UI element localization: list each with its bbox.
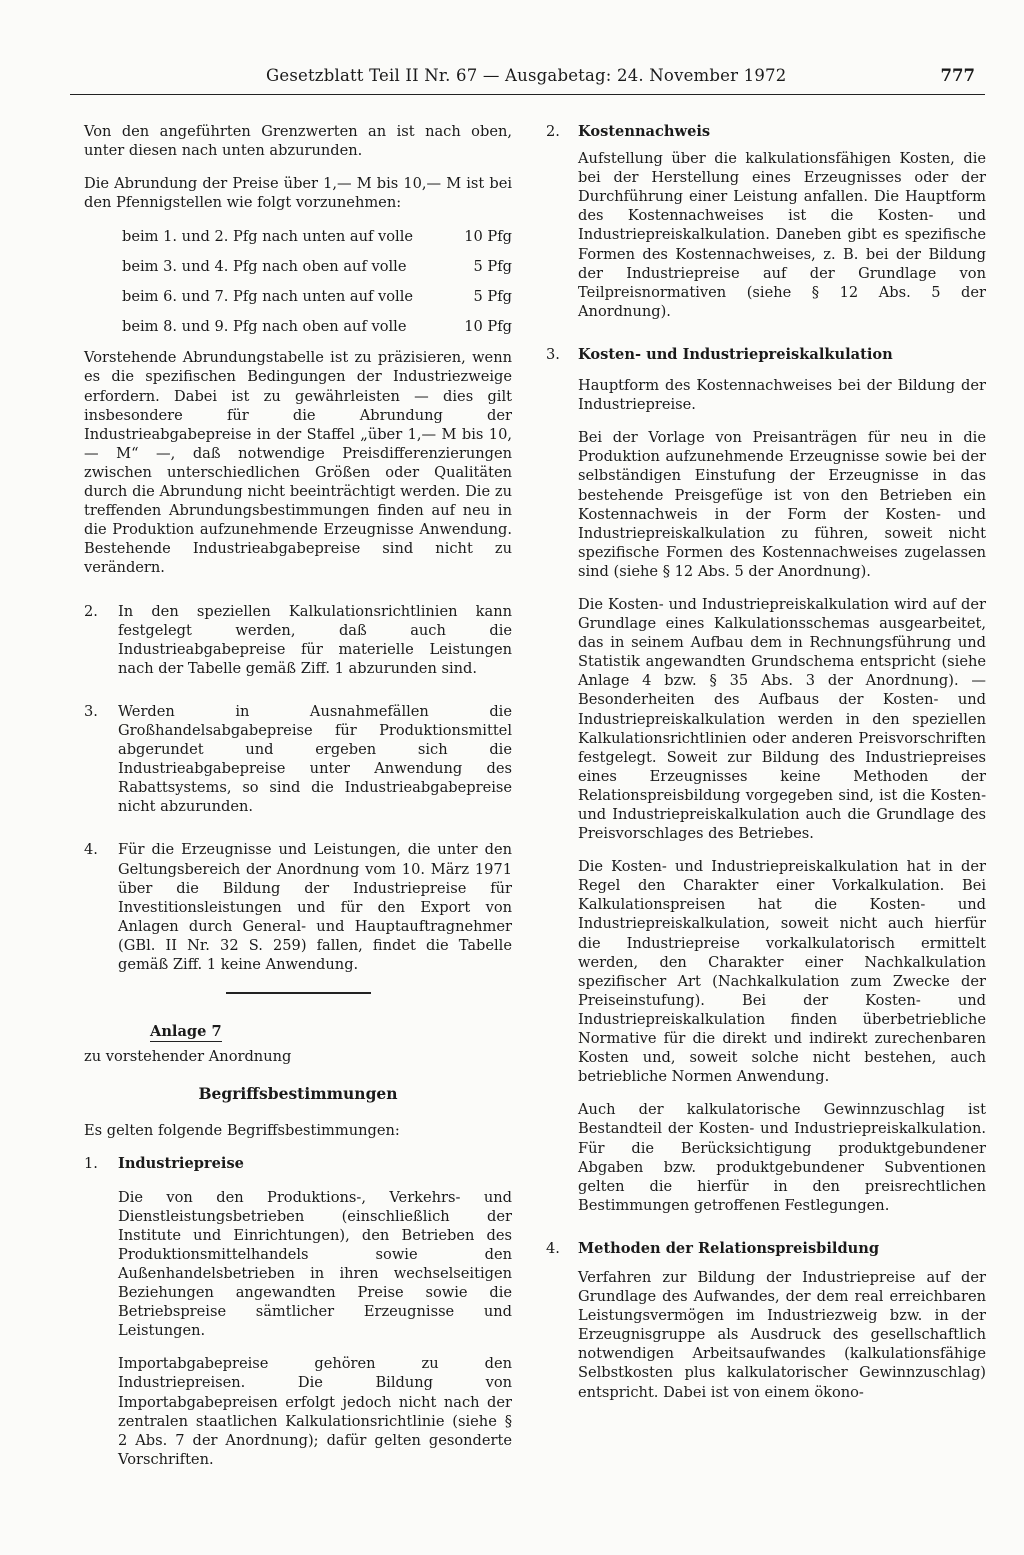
paragraph: Bei der Vorlage von Preisanträgen für neu in die Produktion aufzunehmende Erzeugnisse sowie bei der selbständigen Einstufung der Erzeugnisse in das bestehende Preisgefüge ist von den Betrieben ein Kostennachweis in der Form der Kosten- und Industriepreiskalkulation zu führen, soweit nicht spezifische Formen des Kostennachweises zugelassen sind (siehe § 12 Abs. 5 der Anordnung). [578,429,986,580]
rounding-row [122,226,512,256]
numbered-item [84,602,512,678]
rounding-value: 5 Pfg [473,288,512,306]
rounding-row [122,316,512,346]
anlage-subtitle: zu vorstehender Anordnung [84,1048,292,1066]
rounding-text: beim 8. und 9. Pfg nach oben auf volle [122,318,407,336]
paragraph: Die Abrundung der Preise über 1,— M bis 10,— M ist bei den Pfennigstellen wie folgt vorzunehmen: [84,175,512,212]
rounding-row [122,286,512,316]
paragraph: Aufstellung über die kalkulationsfähigen Kosten, die bei der Herstellung eines Erzeugnisses oder der Durchführung einer Leistung anfallen. Die Hauptform des Kostennachweises ist die Kosten- und Industriepreiskalkulation. Daneben gibt es spezifische Formen des Kostennachweises, z. B. bei der Bildung der Industriepreise auf der Grundlage von Teilpreisnormativen (siehe § 12 Abs. 5 der Anordnung). [578,150,986,320]
header-title: Gesetzblatt Teil II Nr. 67 — Ausgabetag: 24. November 1972 [266,66,787,85]
rounding-value: 5 Pfg [473,258,512,276]
rounding-row [122,256,512,286]
rounding-text: beim 1. und 2. Pfg nach unten auf volle [122,228,414,246]
left-column [84,122,512,1469]
item-text: Werden in Ausnahmefällen die Großhandelsabgabepreise für Produktionsmittel abgerundet und ergeben sich die Industrieabgabepreise unter Anwendung des Rabattsystems, so sind die Industrieabgabepreise nicht abzurunden. [118,702,512,816]
definition-title: Industriepreise [118,1155,244,1173]
paragraph: Vorstehende Abrundungstabelle ist zu präzisieren, wenn es die spezifischen Bedingungen der Industriezweige erfordern. Dabei ist zu gewährleisten — dies gilt insbesondere für die Abrundung der Industrieabgabepreise in der Staffel „über 1,— M bis 10,— M“ —, daß notwendige Preisdifferenzierungen zwischen unterschiedlichen Größen oder Qualitäten durch die Abrundung nicht beeinträchtigt werden. Die zu treffenden Abrundungsbestimmungen finden auf neu in die Produktion aufzunehmende Erzeugnisse Anwendung. Bestehende Industrieabgabepreise sind nicht zu verändern. [84,349,512,577]
definition-title: Kostennachweis [578,123,711,140]
numbered-item [84,702,512,817]
item-text: Für die Erzeugnisse und Leistungen, die unter den Geltungsbereich der Anordnung vom 10. März 1971 über die Bildung der Industriepreise für Investitionsleistungen und für den Export von Anlagen durch General- und Hauptauftragnehmer (GBl. II Nr. 32 S. 259) fallen, findet die Tabelle gemäß Ziff. 1 keine Anwendung. [118,841,512,973]
item-number: 3. [84,702,98,720]
rounding-value: 10 Pfg [464,318,512,336]
definition-kalkulation [546,345,986,1215]
definition-number: 1. [84,1155,98,1173]
item-number: 2. [84,602,98,620]
numbered-item [84,840,512,974]
paragraph: Die Kosten- und Industriepreiskalkulation hat in der Regel den Charakter einer Vorkalkulation. Bei Kalkulationspreisen hat die Kosten- und Industriepreiskalkulation, soweit nicht auch hierfür die Industriepreise vorkalkulatorisch ermittelt werden, den Charakter einer Nachkalkulation spezifischer Art (Nachkalkulation zum Zwecke der Preiseinstufung). Bei der Kosten- und Industriepreiskalkulation finden überbetriebliche Normative für die direkt und indirekt zurechenbaren Kosten und, soweit solche nicht bestehen, auch betriebliche Normen Anwendung. [578,858,986,1086]
definition-title: Kosten- und Industriepreiskalkulation [578,345,893,363]
right-column [546,122,986,1402]
rounding-text: beim 6. und 7. Pfg nach unten auf volle [122,288,414,306]
definition-number: 2. [546,123,560,140]
definition-number: 4. [546,1239,560,1257]
section-title: Begriffsbestimmungen [198,1084,398,1104]
rounding-text: beim 3. und 4. Pfg nach oben auf volle [122,258,407,276]
page-number: 777 [940,66,975,85]
paragraph: Verfahren zur Bildung der Industriepreise auf der Grundlage des Aufwandes, der dem real erreichbaren Leistungsvermögen im Industriezweig bzw. in der Erzeugnisgruppe als Ausdruck des gesellschaftlich notwendigen Arbeitsaufwandes (kalkulationsfähige Selbstkosten plus kalkulatorischer Gewinnzuschlag) entspricht. Dabei ist von einem ökono- [578,1268,986,1401]
paragraph: Auch der kalkulatorische Gewinnzuschlag ist Bestandteil der Kosten- und Industriepreiskalkulation. Für die Berücksichtigung produktgebundener Abgaben bzw. produktgebundener Subventionen gelten die hierfür in den preisrechtlichen Bestimmungen getroffenen Festlegungen. [578,1101,986,1214]
paragraph: Importabgabepreise gehören zu den Industriepreisen. Die Bildung von Importabgabepreisen erfolgt jedoch nicht nach der zentralen staatlichen Kalkulationsrichtlinie (siehe § 2 Abs. 7 der Anordnung); dafür gelten gesonderte Vorschriften. [118,1355,512,1468]
paragraph: Hauptform des Kostennachweises bei der Bildung der Industriepreise. [578,377,986,414]
rounding-value: 10 Pfg [464,228,512,246]
definition-relationspreisbildung [546,1239,986,1402]
definition-number: 3. [546,345,560,363]
paragraph: Die Kosten- und Industriepreiskalkulation wird auf der Grundlage eines Kalkulationsschemas ausgearbeitet, das in seinem Aufbau dem in Rechnungsführung und Statistik angewandten Grundschema entspricht (siehe Anlage 4 bzw. § 35 Abs. 3 der Anordnung). — Besonderheiten des Aufbaus der Kosten- und Industriepreiskalkulation werden in den speziellen Kalkulationsrichtlinien oder anderen Preisvorschriften festgelegt. Soweit zur Bildung des Industriepreises eines Erzeugnisses keine Methoden der Relationspreisbildung vorgegeben sind, ist die Kosten- und Industriepreiskalkulation auch die Grundlage des Preisvorschlages des Betriebes. [578,595,986,843]
paragraph: Von den angeführten Grenzwerten an ist nach oben, unter diesen nach unten abzurunden. [84,123,512,160]
page-header [70,64,985,95]
item-text: In den speziellen Kalkulationsrichtlinien kann festgelegt werden, daß auch die Industrieabgabepreise für materielle Leistungen nach der Tabelle gemäß Ziff. 1 abzurunden sind. [118,602,512,677]
definition-industriepreise [84,1154,512,1468]
definition-kostennachweis [546,122,986,321]
item-number: 4. [84,841,98,859]
rounding-table [84,226,512,346]
intro-text: Es gelten folgende Begriffsbestimmungen: [84,1122,400,1140]
paragraph: Die von den Produktions-, Verkehrs- und Dienstleistungsbetrieben (einschließlich der Institute und Einrichtungen), den Betrieben des Produktionsmittelhandels sowie den Außenhandelsbetrieben in ihren wechselseitigen Beziehungen angewandten Preise sowie die Betriebspreise sämtlicher Erzeugnisse und Leistungen. [118,1188,512,1340]
anlage-title: Anlage 7 [150,1023,222,1041]
definition-title: Methoden der Relationspreisbildung [578,1239,880,1257]
